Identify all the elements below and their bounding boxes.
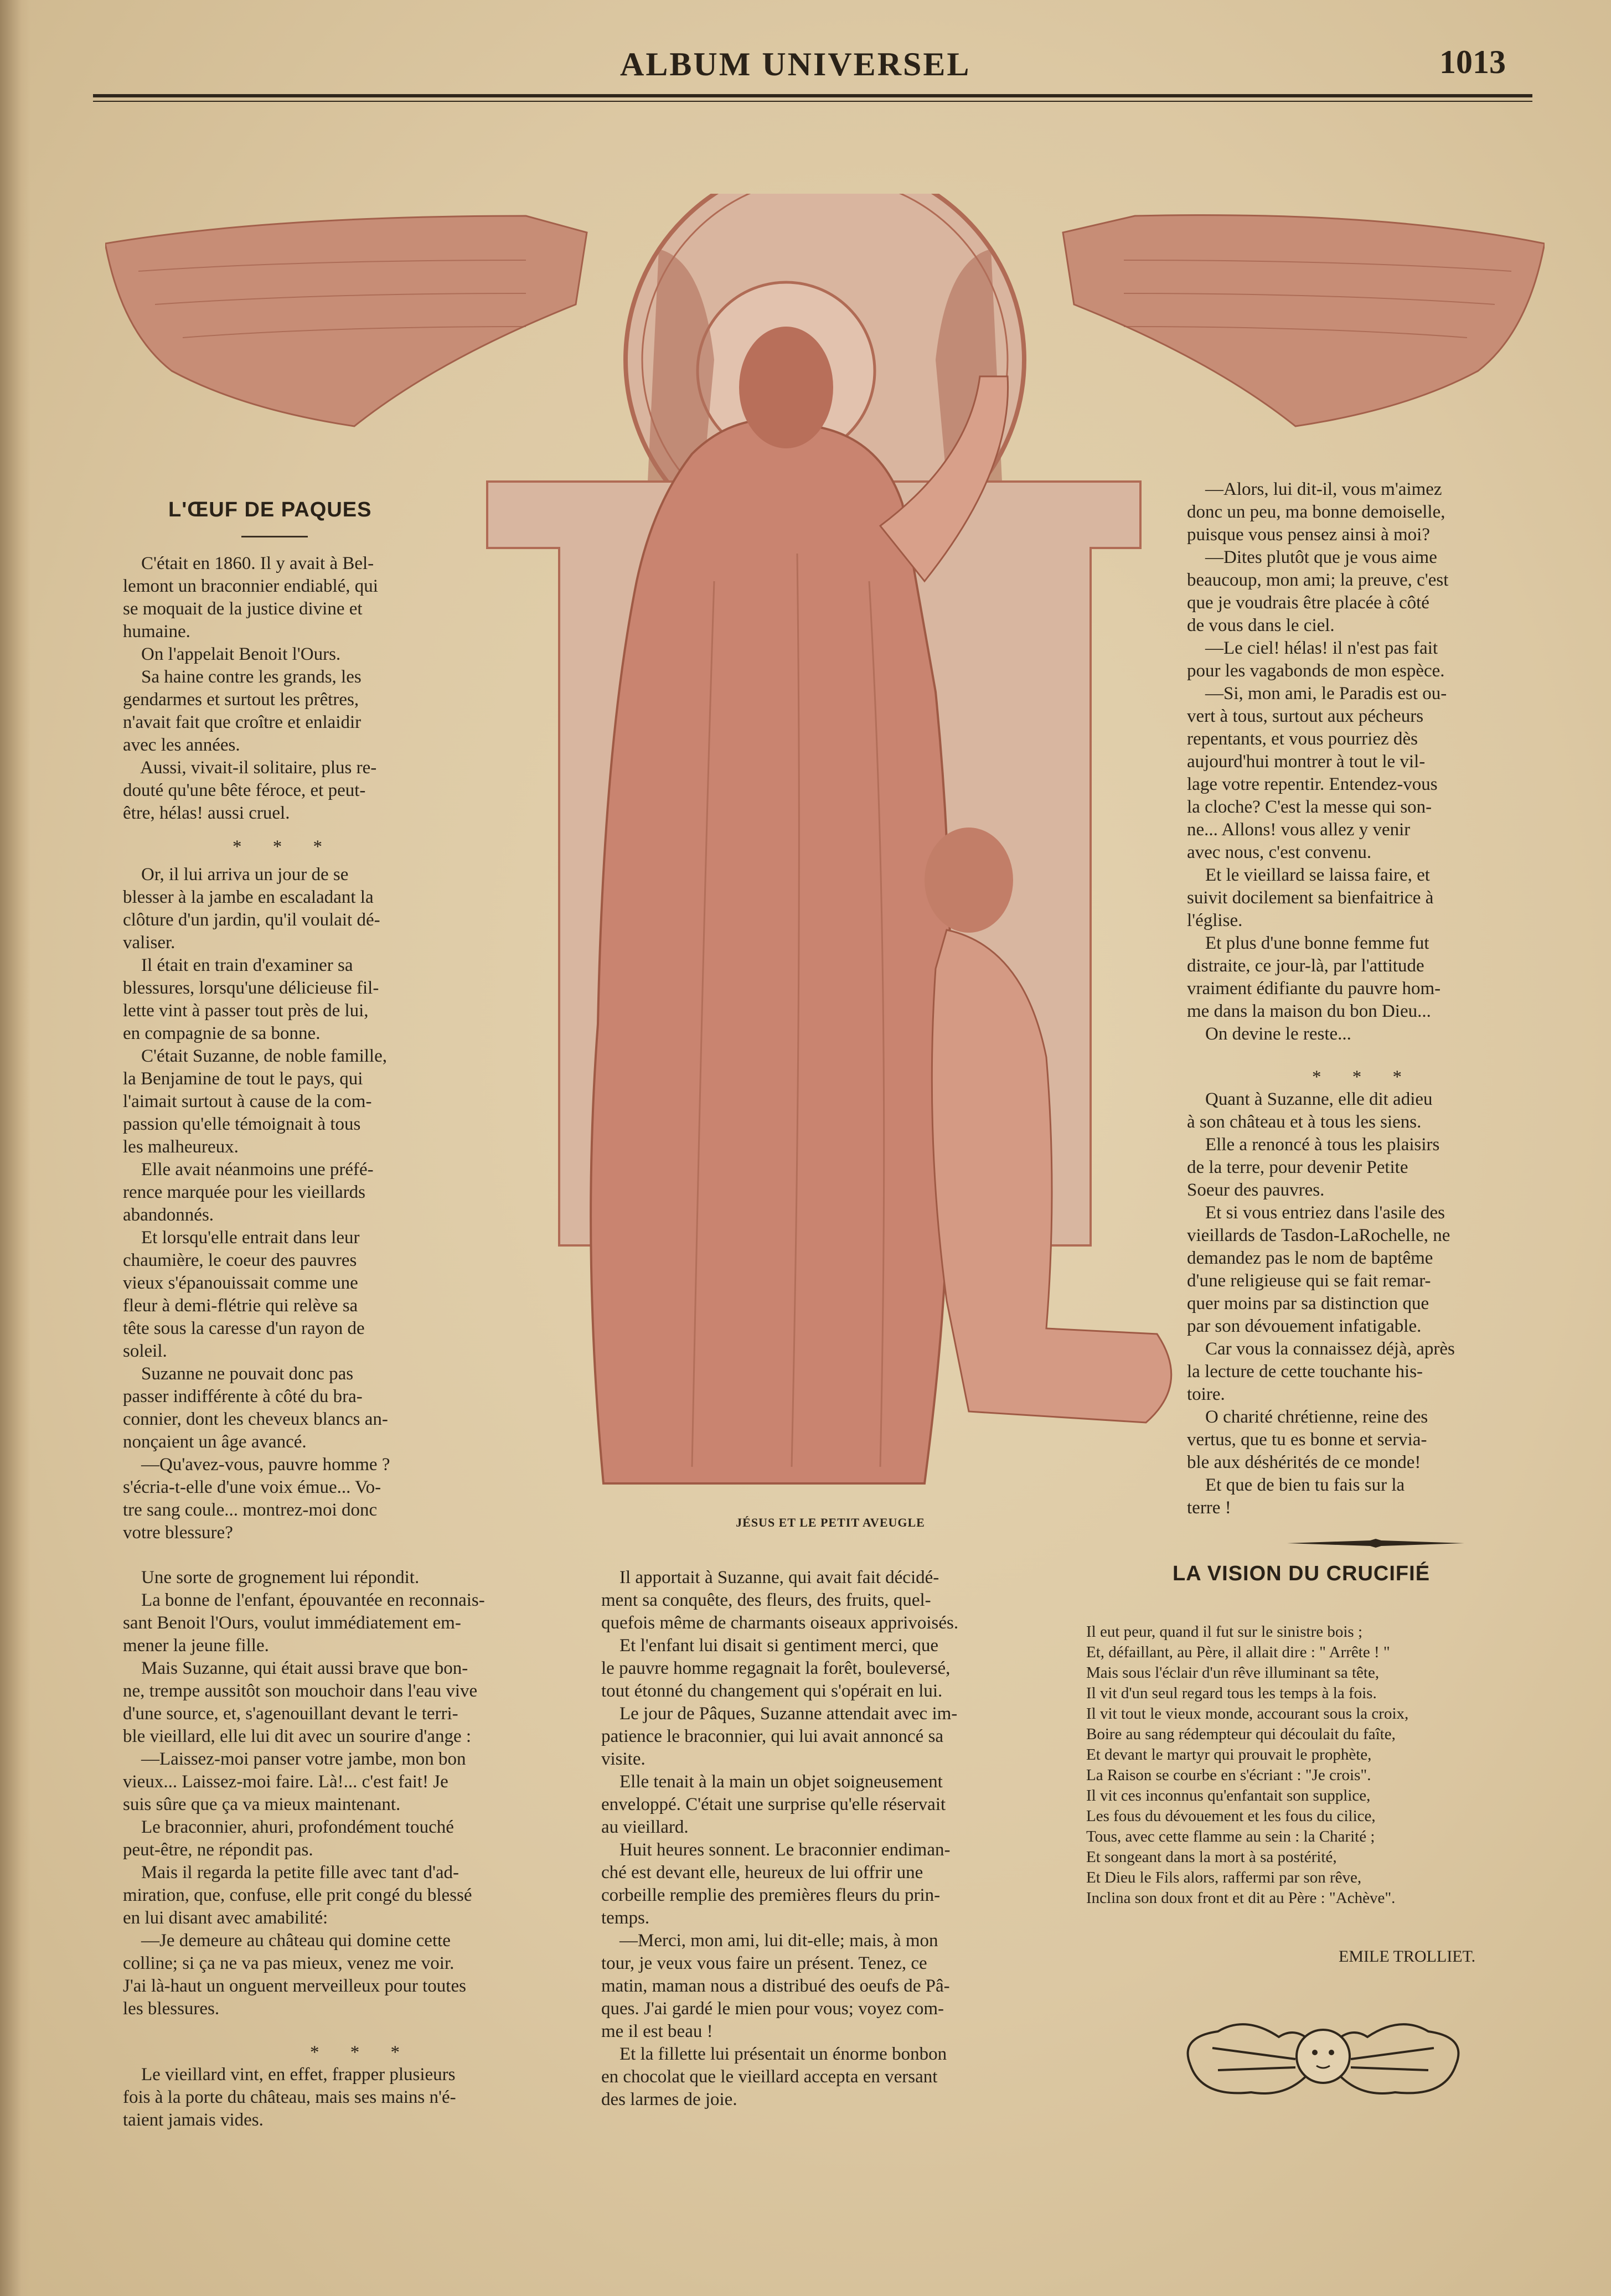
left-wing [105,216,587,426]
story-title: L'ŒUF DE PAQUES [168,498,372,521]
cherub-ornament-icon [1168,2004,1478,2109]
robe [591,420,951,1483]
story-col1-part1: C'était en 1860. Il y avait à Bel- lemont un braconnier endiablé, qui se moquait de la justice divine et humaine. On l'appelait Benoit l'Ours. Sa haine contre les grands, les gendarmes et surtout les prêtres, n'avait fait que croître et enlaidir avec les années. Aussi, vivait-il solitaire, plus re- douté qu'une bête féroce, et peut- être, hélas! aussi cruel. [123,554,378,823]
section-separator: * * * [1312,1067,1415,1087]
title-rule [241,536,308,537]
publication-title: ALBUM UNIVERSEL [620,46,971,82]
header-rule-thin [93,101,1532,102]
page-number: 1013 [1439,44,1506,80]
illustration-caption: JÉSUS ET LE PETIT AVEUGLE [736,1516,925,1529]
story-col3: —Alors, lui dit-il, vous m'aimez donc un peu, ma bonne demoiselle, puisque vous pensez ainsi à moi? —Dites plutôt que je vous aime beaucoup, mon ami; la preuve, c'est que je voudrais être placée à côté de vous dans le ciel. —Le ciel! hélas! il n'est pas fait pour les vagabonds de mon espèce. —Si, mon ami, le Paradis est ou- vert à tous, surtout aux pécheurs repentants, et vous pourriez dès aujourd'hui montrer à tout le vil- lage votre repentir. Entendez-vous la cloche? C'est la messe qui son- ne... Allons! vous allez y venir avec nous, c'est convenu. Et le vieillard se laissa faire, et suivit docilement sa bienfaitrice à l'église. Et plus d'une bonne femme fut distraite, ce jour-là, par l'attitude vraiment édifiante du pauvre hom- me dans la maison du bon Dieu... On devine le reste... [1187,479,1449,1044]
poem-text: Il eut peur, quand il fut sur le sinistre bois ; Et, défaillant, au Père, il allait dire : " Arrête ! " Mais sous l'éclair d'un rêve illuminant sa tête, Il vit d'un seul regard tous les temps à la fois. Il vit tout le vieux monde, accourant sous la croix, Boire au sang rédempteur qui découlait du faîte, Et devant le martyr qui prouvait le prophète, La Raison se courbe en s'écriant : "Je crois". Il vit ces inconnus qu'enfantait son supplice, Les fous du dévouement et les fous du cilice, Tous, avec cette flamme au sein : la Charité ; Et songeant dans la mort à sa postérité, Et Dieu le Fils alors, raffermi par son rêve, Inclina son doux front et dit au Père : "Achève". [1086,1623,1409,1907]
story-col3-part2: Quant à Suzanne, elle dit adieu à son château et à tous les siens. Elle a renoncé à tous les plaisirs de la terre, pour devenir Petite Soeur des pauvres. Et si vous entriez dans l'asile des vieillards de Tasdon-LaRochelle, ne demandez pas le nom de baptême d'une religieuse qui se fait remar- quer moins par sa distinction que par son dévouement infatigable. Car vous la connaissez déjà, après la lecture de cette touchante his- toire. O charité chrétienne, reine des vertus, que tu es bonne et servia- ble aux déshérités de ce monde! Et que de bien tu fais sur la terre ! [1187,1089,1455,1518]
section-separator: * * * [233,837,335,857]
story-col1-part2: Or, il lui arriva un jour de se blesser à la jambe en escaladant la clôture d'un jardin, qu'il voulait dé- valiser. Il était en train d'examiner sa blessures, lorsqu'une délicieuse fil- lette vint à passer tout près de lui, en compagnie de sa bonne. C'était Suzanne, de noble famille, la Benjamine de tout le pays, qui l'aimait surtout à cause de la com- passion qu'elle témoignait à tous les malheureux. Elle avait néanmoins une préfé- rence marquée pour les vieillards abandonnés. Et lorsqu'elle entrait dans leur chaumière, le coeur des pauvres vieux s'épanouissait comme une fleur à demi-flétrie qui relève sa tête sous la caresse d'un rayon de soleil. Suzanne ne pouvait donc pas passer indifférente à côté du bra- connier, dont les cheveux blancs an- nonçaient un âge avancé. —Qu'avez-vous, pauvre homme ? s'écria-t-elle d'une voix émue... Vo- tre sang coule... montrez-moi donc votre blessure? [123,865,390,1543]
section-separator: * * * [310,2042,413,2062]
header-rule-thick [93,94,1532,97]
story-col2: Il apportait à Suzanne, qui avait fait décidé- ment sa conquête, des fleurs, des fruits, quel- quefois même de charmants oiseaux apprivoisés. Et l'enfant lui disait si gentiment merci, que le pauvre homme regagnait la forêt, bouleversé, tout étonné du changement qui s'opérait en lui. Le jour de Pâques, Suzanne attendait avec im- patience le braconnier, qui lui avait annoncé sa visite. Elle tenait à la main un objet soigneusement enveloppé. C'était une surprise qu'elle réservait au vieillard. Huit heures sonnent. Le braconnier endiman- ché est devant elle, heureux de lui offrir une corbeille remplie des premières fleurs du prin- temps. —Merci, mon ami, lui dit-elle; mais, à mon tour, je veux vous faire un présent. Tenez, ce matin, maman nous a distribué des oeufs de Pâ- ques. J'ai gardé le mien pour vous; voyez com- me il est beau ! Et la fillette lui présentait un énorme bonbon en chocolat que le vieillard accepta en versant des larmes de joie. [601,1568,959,2109]
story-col1-part3: Une sorte de grognement lui répondit. La bonne de l'enfant, épouvantée en reconnais- sant Benoit l'Ours, voulut immédiatement em- mener la jeune fille. Mais Suzanne, qui était aussi brave que bon- ne, trempe aussitôt son mouchoir dans l'eau vive d'une source, et, s'agenouillant devant le terri- ble vieillard, elle lui dit avec un sourire d'ange : —Laissez-moi panser votre jambe, mon bon vieux... Laissez-moi faire. Là!... c'est fait! Je suis sûre que ça va mieux maintenant. Le braconnier, ahuri, profondément touché peut-être, ne répondit pas. Mais il regarda la petite fille avec tant d'ad- miration, que, confuse, elle prit congé du blessé en lui disant avec amabilité: —Je demeure au château qui domine cette colline; si ça ne va pas mieux, venez me voir. J'ai là-haut un onguent merveilleux pour toutes les blessures. [123,1568,485,2019]
page-spine-shadow [0,0,30,2296]
right-wing [1063,215,1545,426]
decorative-rule-icon [1287,1539,1464,1548]
boy-head [925,828,1013,933]
poem-author: EMILE TROLLIET. [1339,1947,1476,1966]
poem-title: LA VISION DU CRUCIFIÉ [1173,1562,1431,1585]
story-col1-part4: Le vieillard vint, en effet, frapper plusieurs fois à la porte du château, mais ses mains n'é- taient jamais vides. [123,2065,456,2130]
